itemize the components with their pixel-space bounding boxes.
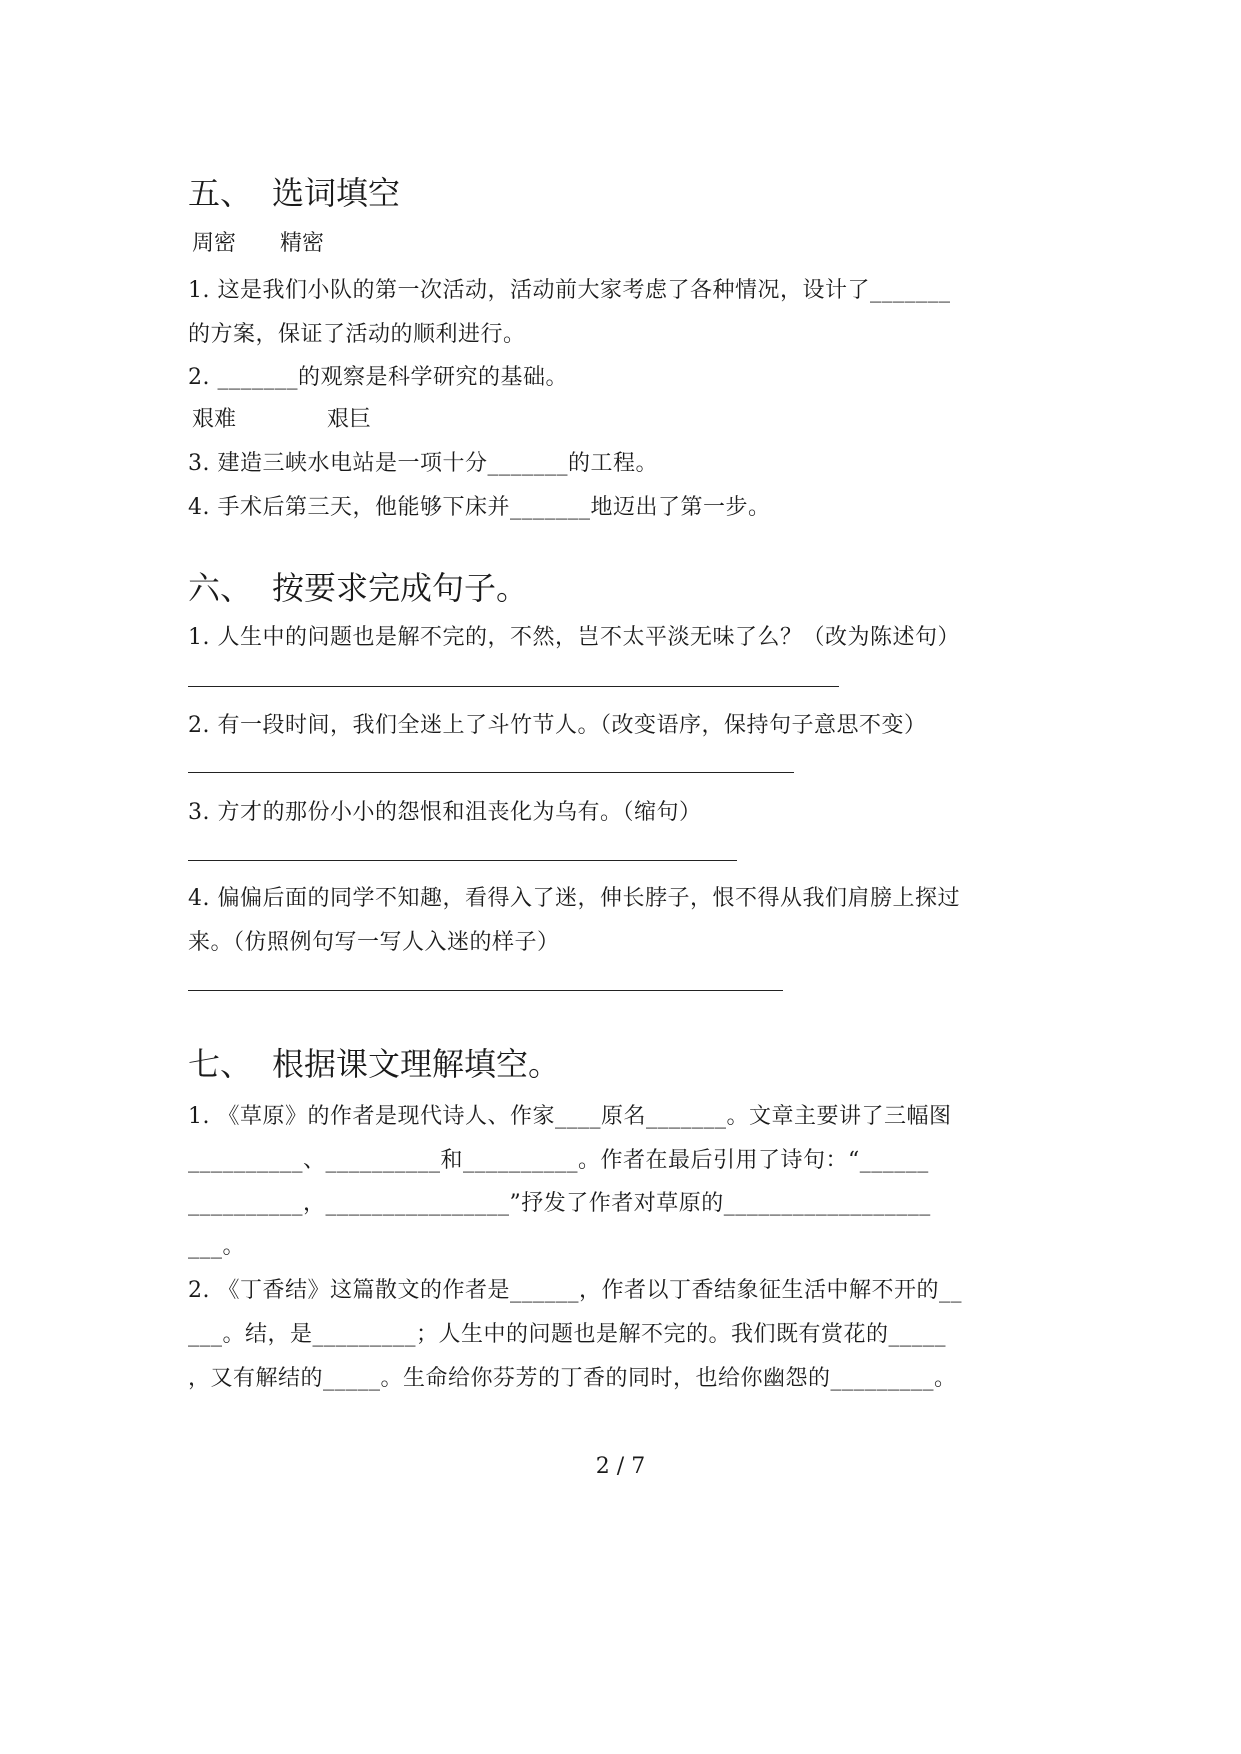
- answer-line-3: [188, 860, 737, 861]
- s7-question-1-line-4: ___。: [188, 1234, 246, 1259]
- s7-question-1-line-1: 1. 《草原》的作者是现代诗人、作家____原名_______。文章主要讲了三幅图: [188, 1104, 952, 1129]
- s6-question-4-line-2: 来。（仿照例句写一写人入迷的样子）: [188, 930, 560, 955]
- section6-title: 按要求完成句子。: [272, 569, 529, 607]
- section7-heading: [188, 1045, 561, 1083]
- section6-number: 六、: [188, 569, 253, 607]
- section7-title: 根据课文理解填空。: [272, 1045, 561, 1083]
- word-choice-d: 艰巨: [327, 407, 372, 432]
- s7-question-2-line-2: ___。结，是_________；人生中的问题也是解不完的。我们既有赏花的_____: [188, 1322, 947, 1347]
- answer-line-2: [188, 772, 794, 773]
- answer-line-4: [188, 990, 783, 991]
- word-choice-c: 艰难: [192, 407, 237, 432]
- section6-heading: [188, 569, 529, 607]
- s6-question-4-line-1: 4. 偏偏后面的同学不知趣，看得入了迷，伸长脖子，恨不得从我们肩膀上探过: [188, 886, 960, 911]
- s5-question-1-line-1: 1. 这是我们小队的第一次活动，活动前大家考虑了各种情况，设计了_______: [188, 278, 951, 303]
- s5-question-3: 3. 建造三峡水电站是一项十分_______的工程。: [188, 451, 658, 476]
- s7-question-1-line-2: __________、__________和__________。作者在最后引用了诗句：“______: [188, 1148, 929, 1173]
- s6-question-2: 2. 有一段时间，我们全迷上了斗竹节人。（改变语序，保持句子意思不变）: [188, 713, 927, 738]
- s5-question-2: 2. _______的观察是科学研究的基础。: [188, 365, 568, 390]
- answer-line-1: [188, 686, 839, 687]
- section5-title: 选词填空: [272, 174, 401, 212]
- s6-question-1: 1. 人生中的问题也是解不完的，不然，岂不太平淡无味了么？（改为陈述句）: [188, 625, 960, 650]
- section5-number: 五、: [188, 174, 253, 212]
- s5-question-1-line-2: 的方案，保证了活动的顺利进行。: [188, 322, 526, 347]
- page-number: 2 / 7: [595, 1454, 646, 1479]
- section5-heading: [188, 174, 401, 212]
- s6-question-3: 3. 方才的那份小小的怨恨和沮丧化为乌有。（缩句）: [188, 800, 702, 825]
- s7-question-2-line-1: 2. 《丁香结》这篇散文的作者是______，作者以丁香结象征生活中解不开的__: [188, 1278, 962, 1303]
- section7-number: 七、: [188, 1045, 253, 1083]
- word-choice-a: 周密: [192, 231, 237, 256]
- s5-question-4: 4. 手术后第三天，他能够下床并_______地迈出了第一步。: [188, 495, 771, 520]
- s7-question-1-line-3: __________，________________”抒发了作者对草原的__________________: [188, 1191, 931, 1216]
- s7-question-2-line-3: ，又有解结的_____。生命给你芬芳的丁香的同时，也给你幽怨的_________。: [188, 1366, 957, 1391]
- word-choice-b: 精密: [280, 231, 325, 256]
